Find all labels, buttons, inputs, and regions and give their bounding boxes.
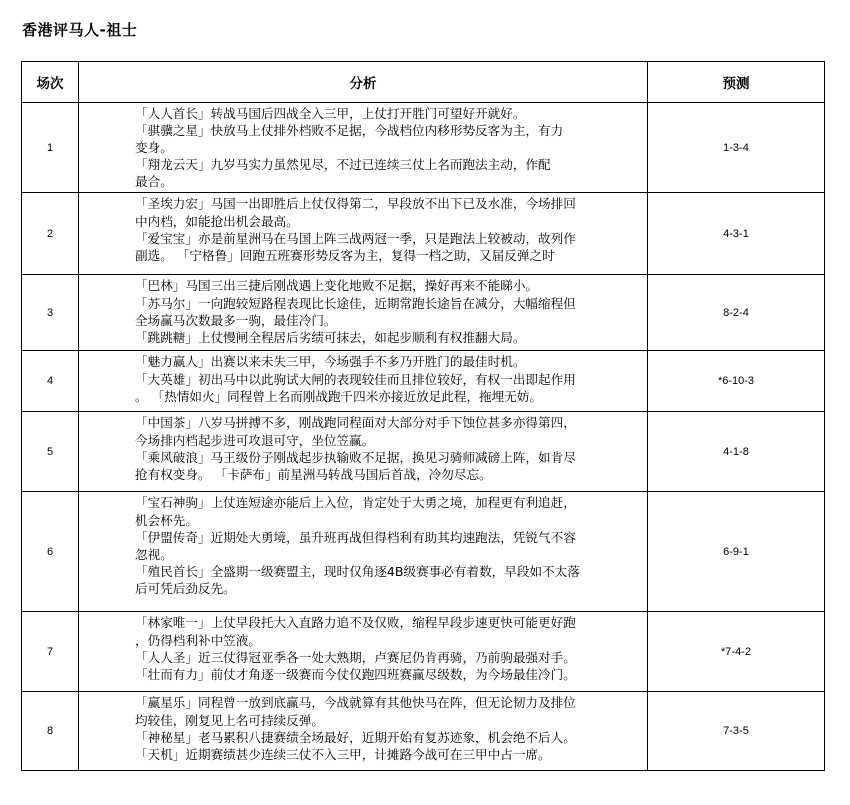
table-row xyxy=(22,412,825,492)
analysis-line: 「赢星乐」同程曾一放到底赢马，今战就算有其他快马在阵，但无论韧力及排位 xyxy=(135,695,576,711)
analysis-line: 忽视。 xyxy=(135,546,173,562)
race-prediction: 6-9-1 xyxy=(648,492,825,612)
analysis-line: 中内档，如能抢出机会最高。 xyxy=(135,213,299,229)
header-analysis: 分析 xyxy=(79,62,648,103)
analysis-line: 「苏马尔」一向跑较短路程表现比长途佳，近期常跑长途旨在减分，大幅缩程但 xyxy=(135,295,576,311)
header-prediction: 预测 xyxy=(648,62,825,103)
race-number: 4 xyxy=(22,351,79,412)
analysis-line: 「壮而有力」前仗才角逐一级赛而今仗仅跑四班赛赢尽级数，为今场最佳冷门。 xyxy=(135,666,576,682)
analysis-line: 「林家唯一」上仗早段托大入直路力追不及仅败，缩程早段步速更快可能更好跑 xyxy=(135,615,576,631)
race-number: 8 xyxy=(22,692,79,771)
analysis-line: 「翔龙云天」九岁马实力虽然见尽，不过已连续三仗上名而跑法主动，作配 xyxy=(135,157,551,173)
race-analysis xyxy=(79,275,648,351)
analysis-line: 全场赢马次数最多一驹，最佳冷门。 xyxy=(135,312,337,328)
table-row xyxy=(22,612,825,692)
analysis-line: 「神秘星」老马累积八捷赛绩全场最好，近期开始有复苏迹象，机会绝不后人。 xyxy=(135,729,576,745)
page-title: 香港评马人-祖士 xyxy=(22,21,138,39)
race-number: 2 xyxy=(22,193,79,275)
analysis-line: 「伊盟传奇」近期处大勇境，虽升班再战但得档利有助其均速跑法，凭锐气不容 xyxy=(135,529,576,545)
race-number: 5 xyxy=(22,412,79,492)
race-number: 1 xyxy=(22,103,79,193)
race-prediction: 7-3-5 xyxy=(648,692,825,771)
header-race: 场次 xyxy=(22,62,79,103)
analysis-line: 「中国茶」八岁马拼搏不多，刚战跑同程面对大部分对手下蚀位甚多亦得第四， xyxy=(135,415,576,431)
analysis-line: 「跳跳糖」上仗慢闸全程居后劣绩可抹去，如起步顺利有权推翻大局。 xyxy=(135,329,526,345)
analysis-line: 「大英雄」初出马中以此驹试大闸的表现较佳而且排位较好，有权一出即起作用 xyxy=(135,371,576,387)
analysis-line: 均较佳，刚复见上名可持续反弹。 xyxy=(135,712,324,728)
race-analysis xyxy=(79,492,648,612)
analysis-line: 今场排内档起步进可攻退可守，坐位笠赢。 xyxy=(135,432,375,448)
table-row xyxy=(22,351,825,412)
analysis-line: 「魅力赢人」出赛以来未失三甲，今场强手不多乃开胜门的最佳时机。 xyxy=(135,354,526,370)
race-prediction: 1-3-4 xyxy=(648,103,825,193)
analysis-line: 「人人圣」近三仗得冠亚季各一处大熟期，卢赛尼仍肯再骑，乃前驹最强对手。 xyxy=(135,649,576,665)
race-analysis xyxy=(79,612,648,692)
analysis-line: 机会杯先。 xyxy=(135,512,198,528)
race-prediction: 8-2-4 xyxy=(648,275,825,351)
race-prediction-table xyxy=(21,61,825,771)
race-analysis xyxy=(79,193,648,275)
analysis-line: 后可凭后劲反先。 xyxy=(135,580,236,596)
analysis-line: 。 「热情如火」同程曾上名而刚战跑千四米亦接近放足此程，拖埋无妨。 xyxy=(135,388,543,404)
race-number: 6 xyxy=(22,492,79,612)
race-number: 7 xyxy=(22,612,79,692)
analysis-line: 「宝石神驹」上仗连短途亦能后上入位，肯定处于大勇之境，加程更有利追赶， xyxy=(135,495,576,511)
race-prediction: 4-1-8 xyxy=(648,412,825,492)
race-analysis xyxy=(79,412,648,492)
analysis-line: ，仍得档利补中笠液。 xyxy=(135,632,261,648)
table-row xyxy=(22,492,825,612)
analysis-line: 「人人首长」转战马国后四战全入三甲，上仗打开胜门可望好开就好。 xyxy=(135,106,526,121)
race-prediction: *6-10-3 xyxy=(648,351,825,412)
analysis-line: 「巴林」马国三出三捷后刚战遇上变化地败不足据，操好再来不能睇小。 xyxy=(135,278,538,294)
race-analysis xyxy=(79,351,648,412)
analysis-line: 「乘风破浪」马王级份子刚战起步执输败不足据，换见习骑师减磅上阵，如肯尽 xyxy=(135,449,576,465)
race-prediction: 4-3-1 xyxy=(648,193,825,275)
table-row xyxy=(22,275,825,351)
table-header-row xyxy=(22,62,825,103)
analysis-line: 「殖民首长」全盛期一级赛盟主，现时仅角逐4B级赛事必有着数，早段如不太落 xyxy=(135,563,580,579)
table-row xyxy=(22,193,825,275)
race-prediction: *7-4-2 xyxy=(648,612,825,692)
race-analysis xyxy=(79,103,648,193)
analysis-line: 副选。 「宁格鲁」回跑五班赛形势反客为主，复得一档之助，又届反弹之时 xyxy=(135,247,555,263)
table-row xyxy=(22,103,825,193)
analysis-line: 「骐骥之星」快放马上仗排外档败不足据，今战档位内移形势反客为主，有力 xyxy=(135,123,564,139)
analysis-line: 「天机」近期赛绩甚少连续三仗不入三甲，计摊路今战可在三甲中占一席。 xyxy=(135,746,551,762)
race-number: 3 xyxy=(22,275,79,351)
analysis-line: 变身。 xyxy=(135,140,173,156)
table-row xyxy=(22,692,825,771)
analysis-line: 最合。 xyxy=(135,174,173,190)
analysis-line: 「爱宝宝」亦是前星洲马在马国上阵三战两冠一季，只是跑法上较被动，故列作 xyxy=(135,230,576,246)
analysis-line: 「圣埃力宏」马国一出即胜后上仗仅得第二，早段放不出下已及水准，今场排回 xyxy=(135,196,576,212)
race-analysis xyxy=(79,692,648,771)
analysis-line: 抢有权变身。 「卡萨布」前星洲马转战马国后首战，冷勿尽忘。 xyxy=(135,466,492,482)
